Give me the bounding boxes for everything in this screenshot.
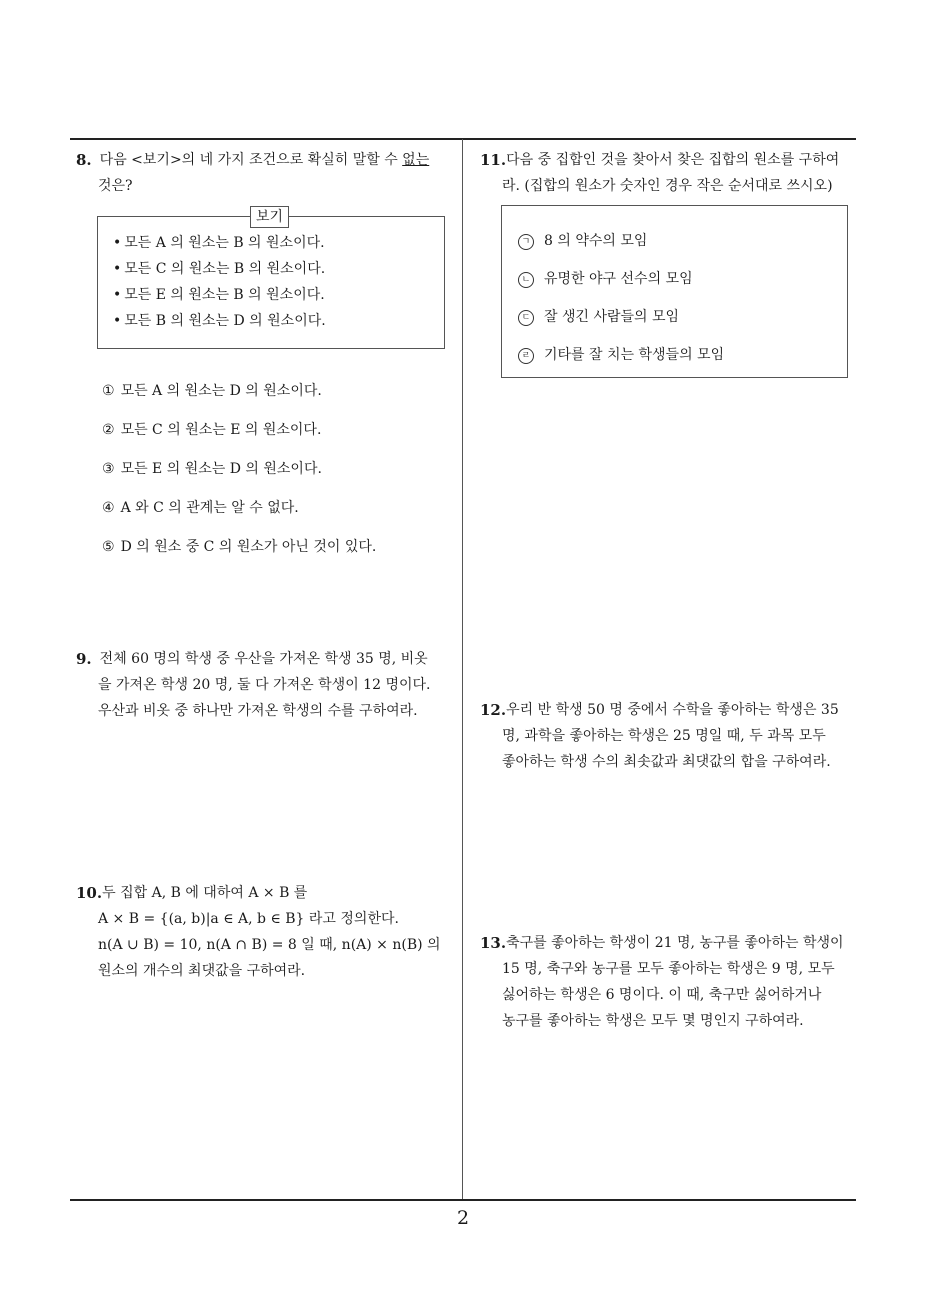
condition-box-title: 보기 (250, 206, 289, 228)
question-text-line: n(A ∪ B) = 10, n(A ∩ B) = 8 일 때, n(A) × n(B) 의 (98, 937, 441, 953)
circled-nieun-icon: ㄴ (518, 272, 534, 288)
answer-choice-1[interactable]: ① 모든 A 의 원소는 D 의 원소이다. (102, 383, 322, 399)
question-text-line: 15 명, 축구와 농구를 모두 좋아하는 학생은 9 명, 모두 (502, 961, 835, 977)
circled-digeut-icon: ㄷ (518, 310, 534, 326)
question-10 (76, 880, 460, 984)
question-text-line: 라. (집합의 원소가 숫자인 경우 작은 순서대로 쓰시오) (502, 178, 833, 194)
question-text-line: 것은? (98, 178, 133, 194)
condition-item: • 모든 E 의 원소는 B 의 원소이다. (113, 282, 444, 308)
question-9 (76, 646, 460, 724)
question-number: 10. (76, 884, 103, 902)
item-2: ㄴ 유명한 야구 선수의 모임 (518, 266, 847, 304)
top-rule (70, 138, 856, 140)
question-number: 12. (480, 701, 507, 719)
answer-choice-4[interactable]: ④ A 와 C 의 관계는 알 수 없다. (102, 500, 299, 516)
question-text-line: 원소의 개수의 최댓값을 구하여라. (98, 963, 306, 979)
items-list (518, 228, 847, 380)
question-text: 전체 60 명의 학생 중 우산을 가져온 학생 35 명, 비옷 (99, 651, 428, 667)
condition-item: • 모든 C 의 원소는 B 의 원소이다. (113, 256, 444, 282)
answer-choice-5[interactable]: ⑤ D 의 원소 중 C 의 원소가 아닌 것이 있다. (102, 539, 377, 555)
question-text: 축구를 좋아하는 학생이 21 명, 농구를 좋아하는 학생이 (506, 935, 844, 951)
emphasis-underline: 없는 (402, 152, 430, 168)
items-box (501, 205, 848, 378)
item-4: ㄹ 기타를 잘 치는 학생들의 모임 (518, 342, 847, 380)
question-text-line: 명, 과학을 좋아하는 학생은 25 명일 때, 두 과목 모두 (502, 728, 826, 744)
column-divider (462, 139, 463, 1200)
condition-list (113, 230, 444, 334)
question-text: 두 집합 A, B 에 대하여 A × B 를 (102, 885, 308, 901)
answer-choice-2[interactable]: ② 모든 C 의 원소는 E 의 원소이다. (102, 422, 322, 438)
condition-box (97, 209, 445, 349)
question-text: 우리 반 학생 50 명 중에서 수학을 좋아하는 학생은 35 (506, 702, 839, 718)
answer-choices (102, 378, 452, 573)
answer-choice-3[interactable]: ③ 모든 E 의 원소는 D 의 원소이다. (102, 461, 322, 477)
bottom-rule (70, 1199, 856, 1201)
question-text: 다음 <보기>의 네 가지 조건으로 확실히 말할 수 없는 (99, 152, 430, 168)
question-8 (76, 147, 458, 199)
question-number: 8. (76, 151, 92, 169)
condition-item: • 모든 A 의 원소는 B 의 원소이다. (113, 230, 444, 256)
question-11 (480, 147, 862, 199)
question-text-line: 우산과 비옷 중 하나만 가져온 학생의 수를 구하여라. (98, 703, 418, 719)
question-number: 9. (76, 650, 92, 668)
item-3: ㄷ 잘 생긴 사람들의 모임 (518, 304, 847, 342)
question-text-line: 싫어하는 학생은 6 명이다. 이 때, 축구만 싫어하거나 (502, 987, 822, 1003)
question-13 (480, 930, 862, 1034)
question-text-line: A × B = {(a, b)|a ∈ A, b ∈ B} 라고 정의한다. (98, 911, 399, 927)
question-text-line: 농구를 좋아하는 학생은 모두 몇 명인지 구하여라. (502, 1013, 804, 1029)
question-number: 13. (480, 934, 507, 952)
page-number: 2 (456, 1207, 470, 1229)
condition-item: • 모든 B 의 원소는 D 의 원소이다. (113, 308, 444, 334)
question-text-line: 을 가져온 학생 20 명, 둘 다 가져온 학생이 12 명이다. (98, 677, 431, 693)
circled-giyeok-icon: ㄱ (518, 234, 534, 250)
question-text: 다음 중 집합인 것을 찾아서 찾은 집합의 원소를 구하여 (506, 152, 840, 168)
question-12 (480, 697, 862, 775)
question-number: 11. (480, 151, 507, 169)
circled-rieul-icon: ㄹ (518, 348, 534, 364)
item-1: ㄱ 8 의 약수의 모임 (518, 228, 847, 266)
question-text-line: 좋아하는 학생 수의 최솟값과 최댓값의 합을 구하여라. (502, 754, 831, 770)
